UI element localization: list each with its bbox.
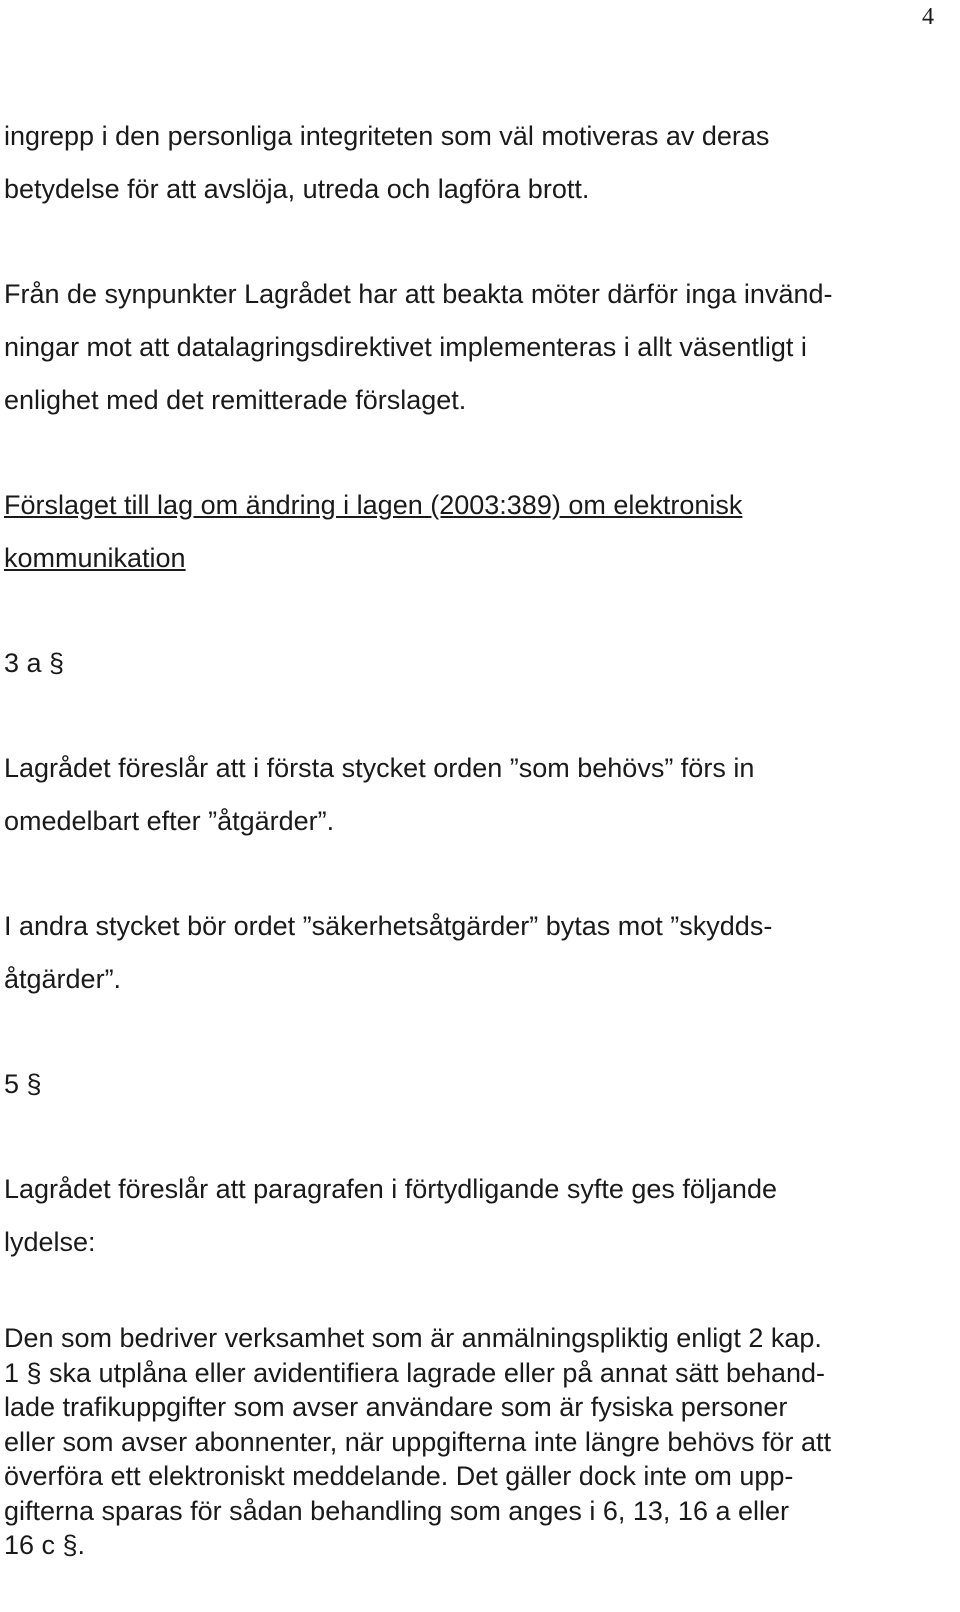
paragraph-no-objections: Från de synpunkter Lagrådet har att beakta möter därför inga invänd- ningar mot att datalagringsdirektivet implementeras i allt väsentligt i enlighet med det remitterade förslaget. <box>4 279 833 415</box>
paragraph-integrity: ingrepp i den personliga integriteten som väl motiveras av deras betydelse för att avslöja, utreda och lagföra brott. <box>4 121 770 204</box>
section-5-label: 5 § <box>4 1069 42 1099</box>
spacer <box>4 690 944 742</box>
paragraph-proposed-wording: Lagrådet föreslår att paragrafen i förtydligande syfte ges följande lydelse: <box>4 1174 777 1257</box>
page-number: 4 <box>922 4 934 30</box>
section-heading: Förslaget till lag om ändring i lagen (2003:389) om elektronisk kommunikation <box>4 490 743 573</box>
spacer <box>4 216 944 268</box>
spacer <box>4 585 944 637</box>
document-body <box>4 110 944 1563</box>
spacer <box>4 1269 944 1321</box>
paragraph-first-section-change: Lagrådet föreslår att i första stycket orden ”som behövs” förs in omedelbart efter ”åtgärder”. <box>4 753 755 836</box>
spacer <box>4 427 944 479</box>
proposed-provision-text: Den som bedriver verksamhet som är anmälningspliktig enligt 2 kap. 1 § ska utplåna eller avidentifiera lagrade eller på annat sätt behand- lade trafikuppgifter som avser användare som är fysiska personer eller som avser abonnenter, när uppgifterna inte längre behövs för att överföra ett elektroniskt meddelande. Det gäller dock inte om upp- gifterna sparas för sådan behandling som anges i 6, 13, 16 a eller 16 c §. <box>4 1323 832 1560</box>
spacer <box>4 1111 944 1163</box>
paragraph-second-section-change: I andra stycket bör ordet ”säkerhetsåtgärder” bytas mot ”skydds- åtgärder”. <box>4 911 773 994</box>
spacer <box>4 1006 944 1058</box>
spacer <box>4 848 944 900</box>
section-3a-label: 3 a § <box>4 648 65 678</box>
